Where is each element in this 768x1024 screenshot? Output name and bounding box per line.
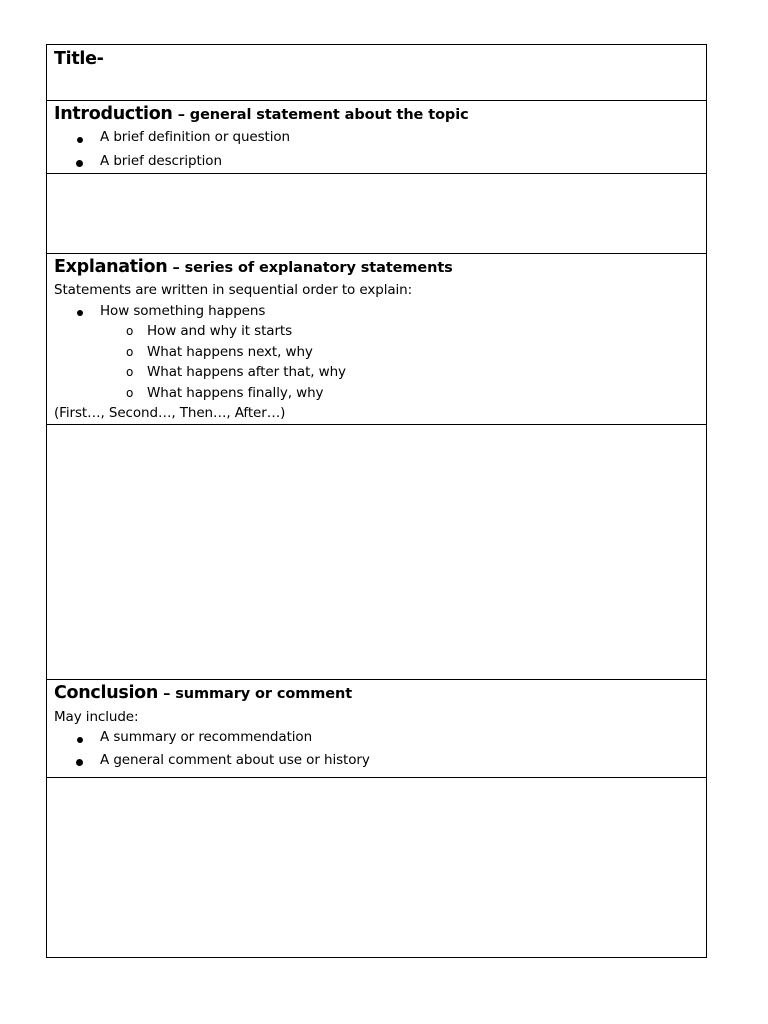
sub-list-item: How and why it starts (147, 323, 293, 339)
list-item: A general comment about use or history (100, 752, 370, 768)
introduction-subheading: – general statement about the topic (177, 107, 469, 123)
conclusion-writing-area[interactable] (47, 778, 706, 957)
explanation-subheading: – series of explanatory statements (172, 260, 453, 276)
explanation-heading: Explanation (54, 257, 168, 277)
list-item: A brief definition or question (100, 129, 291, 145)
bullet-icon (77, 137, 83, 143)
conclusion-intro-line: May include: (54, 709, 139, 725)
introduction-writing-area[interactable] (47, 174, 706, 254)
sub-list-item: What happens finally, why (147, 385, 324, 401)
explanation-heading-row (54, 257, 453, 277)
list-item: A summary or recommendation (100, 729, 313, 745)
introduction-prompt (47, 101, 706, 174)
title-label: Title- (54, 49, 104, 69)
title-box (47, 45, 706, 101)
explanation-writing-area[interactable] (47, 425, 706, 680)
sub-bullet-icon: o (126, 365, 134, 379)
conclusion-heading: Conclusion (54, 683, 159, 703)
sub-list-item: What happens after that, why (147, 364, 346, 380)
bullet-icon (77, 737, 83, 743)
list-item: A brief description (100, 153, 222, 169)
bullet-icon (76, 160, 83, 167)
writing-frame (46, 44, 707, 958)
sub-bullet-icon: o (126, 345, 134, 359)
introduction-heading-row (54, 104, 469, 124)
sub-list-item: What happens next, why (147, 344, 313, 360)
sub-bullet-icon: o (126, 324, 134, 338)
explanation-prompt (47, 254, 706, 425)
sub-bullet-icon: o (126, 386, 134, 400)
conclusion-subheading: – summary or comment (163, 686, 353, 702)
bullet-icon (76, 759, 83, 766)
list-item: How something happens (100, 303, 266, 319)
bullet-icon (77, 310, 83, 316)
conclusion-prompt (47, 680, 706, 778)
explanation-footer: (First…, Second…, Then…, After…) (54, 405, 286, 421)
conclusion-heading-row (54, 683, 352, 703)
introduction-heading: Introduction (54, 104, 173, 124)
explanation-intro-line: Statements are written in sequential order to explain: (54, 282, 413, 298)
